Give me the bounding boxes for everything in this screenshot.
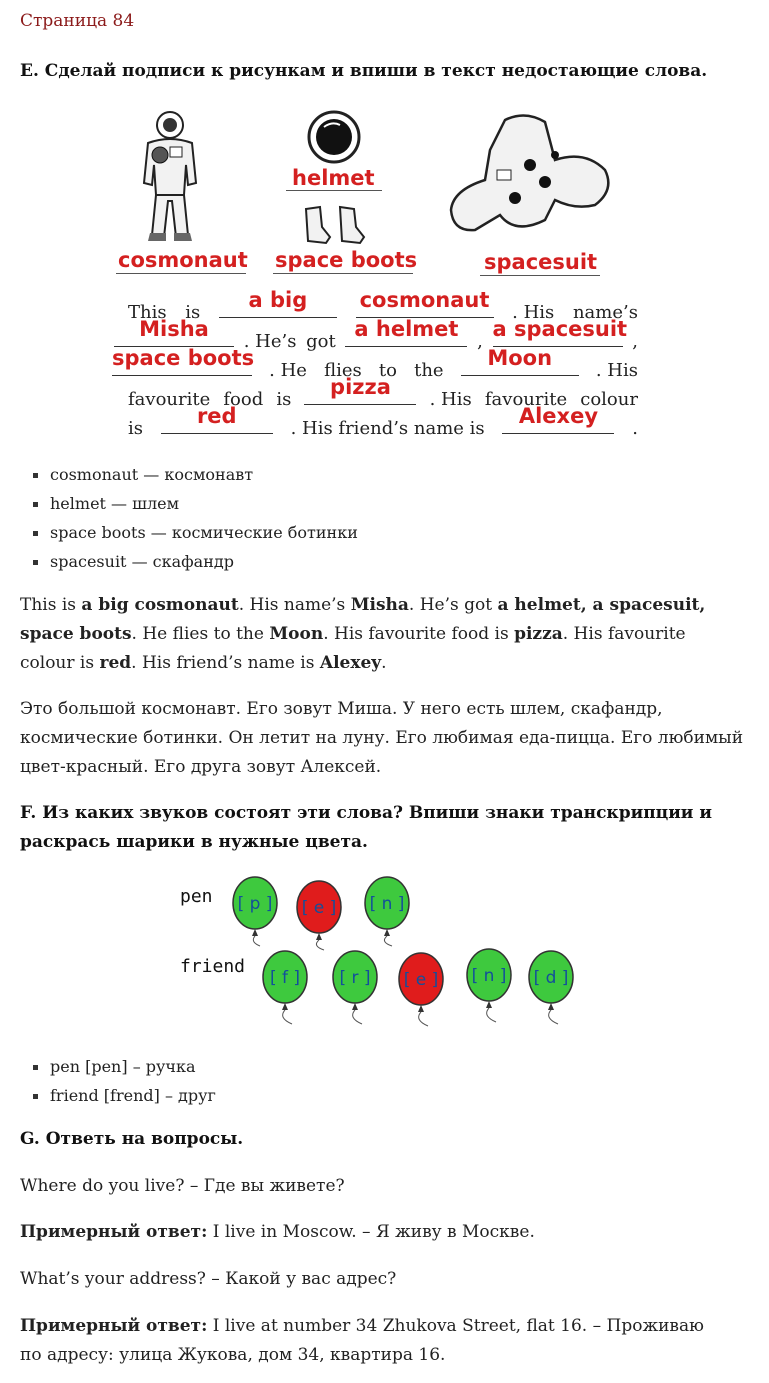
bold-text: Misha xyxy=(350,595,409,615)
list-item: helmet — шлем xyxy=(20,489,720,518)
word: This xyxy=(128,302,167,323)
text: This is xyxy=(20,595,82,615)
text: . His friend’s name is xyxy=(131,653,320,673)
balloon xyxy=(297,881,341,950)
section-f-heading: F. Из каких звуков состоят эти слова? Впиши знаки транскрипции и раскрась шарики в нужные цвета. xyxy=(20,803,712,852)
answer-helmet: a helmet xyxy=(354,317,459,341)
word: is xyxy=(276,389,292,410)
blank-space-boots xyxy=(112,346,255,376)
answer-moon: Moon xyxy=(487,346,553,370)
bold-text: a big cosmonaut xyxy=(81,595,239,615)
word-pen: pen xyxy=(180,886,213,907)
helmet-label: helmet xyxy=(292,166,375,190)
balloon xyxy=(263,951,307,1024)
section-e-heading: E. Сделай подписи к рисункам и впиши в текст недостающие слова. xyxy=(20,61,708,81)
answer-a-big: a big xyxy=(248,288,308,312)
text: . His favourite colour is xyxy=(20,624,686,673)
word: got xyxy=(306,331,336,352)
balloon xyxy=(467,949,511,1022)
cosmonaut-illustration xyxy=(130,105,210,245)
bold-text: a helmet, a spacesuit, space boots xyxy=(20,595,706,644)
balloon xyxy=(365,877,409,946)
blank-alexey xyxy=(502,404,614,434)
word: , xyxy=(632,331,638,352)
list-item: spacesuit — скафандр xyxy=(20,547,720,576)
question-2: What’s your address? – Какой у вас адрес? xyxy=(20,1269,397,1289)
answer-cosmonaut: cosmonaut xyxy=(359,288,490,312)
text: . He’s got xyxy=(408,595,498,615)
cosmonaut-label-underline xyxy=(116,273,246,274)
balloon xyxy=(529,951,573,1024)
word: food xyxy=(223,389,264,410)
space-boots-label: space boots xyxy=(275,248,418,272)
answer-1 xyxy=(20,1218,745,1247)
answer-red: red xyxy=(196,404,237,428)
word: . His xyxy=(595,360,638,381)
spacesuit-illustration xyxy=(445,110,615,240)
bold-text: Moon xyxy=(269,624,324,644)
word: , xyxy=(477,331,483,352)
vocab-list-e xyxy=(20,460,720,576)
answer-pizza: pizza xyxy=(330,375,391,399)
text: . He flies to the xyxy=(131,624,270,644)
answer-space-boots: space boots xyxy=(112,346,255,370)
word: name’s xyxy=(572,302,638,323)
balloon xyxy=(333,951,377,1024)
text: . His favourite food is xyxy=(323,624,515,644)
word: colour xyxy=(580,389,638,410)
balloon-symbol: [ e ] xyxy=(301,898,337,918)
word: favourite xyxy=(484,389,568,410)
blank-moon xyxy=(461,346,579,376)
answer-text: I live at number 34 Zhukova Street, flat 16. – Проживаю по адресу: улица Жукова, дом 34, квартира 16. xyxy=(20,1316,704,1365)
balloon-symbol: [ n ] xyxy=(369,894,405,914)
spacesuit-label: spacesuit xyxy=(484,250,598,274)
word: is xyxy=(185,302,201,323)
text: . xyxy=(381,653,387,673)
balloon xyxy=(233,877,277,946)
word: the xyxy=(414,360,444,381)
answer-label: Примерный ответ: xyxy=(20,1222,208,1242)
word: flies xyxy=(324,360,362,381)
word-friend: friend xyxy=(180,956,246,977)
balloon-symbol: [ d ] xyxy=(533,968,569,988)
word: . He’s xyxy=(243,331,297,352)
answer-spacesuit: a spacesuit xyxy=(492,317,628,341)
answer-text: I live in Moscow. – Я живу в Москве. xyxy=(207,1222,535,1242)
answer-2 xyxy=(20,1312,720,1370)
space-boots-label-underline xyxy=(273,273,413,274)
list-item: friend [frend] – друг xyxy=(20,1081,720,1110)
word: . His friend’s name is xyxy=(290,418,485,439)
answer-english xyxy=(20,591,745,678)
bold-text: red xyxy=(99,653,132,673)
blank-helmet xyxy=(345,317,467,347)
balloon-symbol: [ n ] xyxy=(471,966,507,986)
word: . xyxy=(632,418,638,439)
bold-text: Alexey xyxy=(319,653,382,673)
balloon-symbol: [ r ] xyxy=(339,968,371,988)
page-title: Страница 84 xyxy=(20,11,135,31)
helmet-illustration xyxy=(304,107,364,165)
space-boots-illustration xyxy=(300,203,370,247)
answer-misha: Misha xyxy=(139,317,209,341)
cosmonaut-label: cosmonaut xyxy=(118,248,248,272)
helmet-label-underline xyxy=(286,190,382,191)
word: is xyxy=(128,418,143,439)
word: to xyxy=(378,360,397,381)
vocab-list-f xyxy=(20,1052,720,1110)
word: favourite xyxy=(128,389,211,410)
question-1: Where do you live? – Где вы живете? xyxy=(20,1176,345,1196)
balloon-symbol: [ p ] xyxy=(237,894,273,914)
fill-in-text xyxy=(112,288,638,440)
list-item: pen [pen] – ручка xyxy=(20,1052,720,1081)
blank-pizza xyxy=(304,375,416,405)
balloon-symbol: [ e ] xyxy=(403,970,439,990)
answer-alexey: Alexey xyxy=(518,404,599,428)
list-item: cosmonaut — космонавт xyxy=(20,460,720,489)
blank-red xyxy=(161,404,273,434)
spacesuit-label-underline xyxy=(480,275,600,276)
blank-a-big xyxy=(219,288,337,318)
answer-russian: Это большой космонавт. Его зовут Миша. У него есть шлем, скафандр, космические ботинки. Он летит на луну. Его любимая еда-пицца. Его любимый цвет-красный. Его друга зовут Алексей. xyxy=(20,699,744,777)
balloon xyxy=(399,953,443,1026)
text-line-5 xyxy=(128,404,638,440)
word: . He xyxy=(269,360,307,381)
word: . His xyxy=(429,389,472,410)
text: . His name’s xyxy=(238,595,351,615)
balloon-symbol: [ f ] xyxy=(269,968,301,988)
section-g-heading: G. Ответь на вопросы. xyxy=(20,1129,244,1149)
bold-text: pizza xyxy=(514,624,563,644)
word: . His xyxy=(512,302,555,323)
balloons-diagram xyxy=(220,870,590,1035)
list-item: space boots — космические ботинки xyxy=(20,518,720,547)
answer-label: Примерный ответ: xyxy=(20,1316,208,1336)
